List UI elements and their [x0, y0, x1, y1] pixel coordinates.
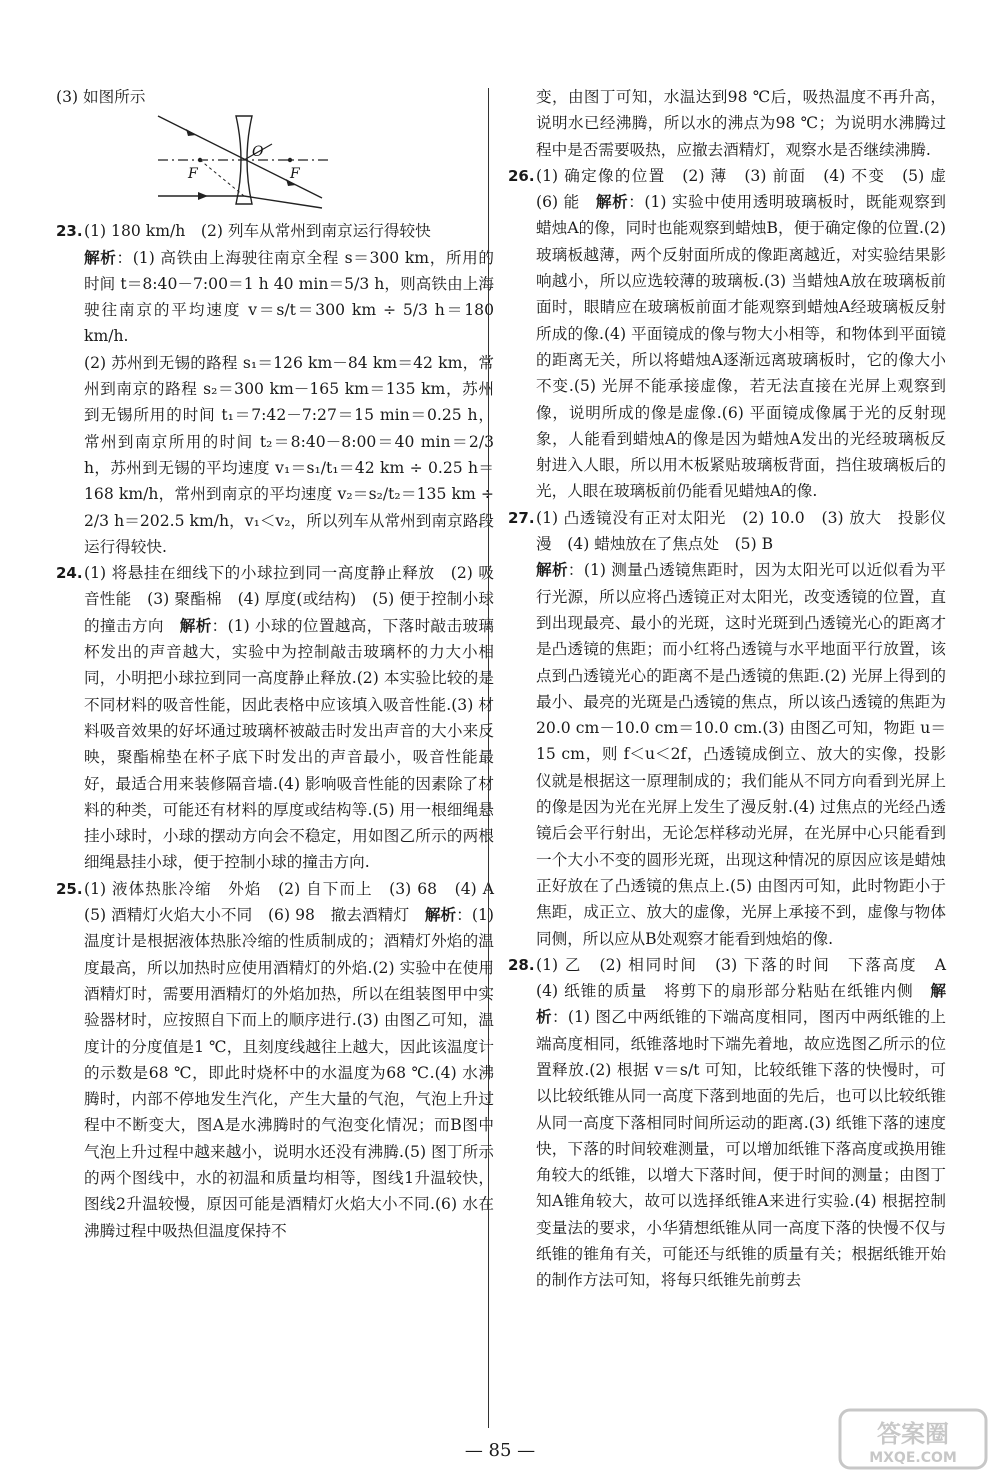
question-25-continued: 变，由图丁可知，水温达到98 ℃后，吸热温度不再升高，说明水已经沸腾，所以水的沸点为98 ℃；为说明水沸腾过程中是否需要吸热，应撤去酒精灯，观察水是否继续沸腾.: [536, 88, 946, 159]
explanation-text: ：(1) 测量凸透镜焦距时，因为太阳光可以近似看为平行光源，所以应将凸透镜正对太阳光，改变透镜的位置，直到出现最亮、最小的光斑，这时光斑到凸透镜光心的距离才是凸透镜的焦距；而小红将凸透镜与水平地面平行放置，该点到凸透镜光心的距离不是凸透镜的焦距.(2) 光屏上得到的最小、最亮的光斑是凸透镜的焦点，所以该凸透镜的焦距为20.0 cm－10.0 cm＝10.0 cm.(3) 由图乙可知，物距 u＝15 cm，则 f＜u＜2f，凸透镜成倒立、放大的实像，投影仪就是根据这一原理制成的；我们能从不同方向看到光屏上的像是因为光在光屏上发生了漫反射.(4) 过焦点的光经凸透镜后会平行射出，无论怎样移动光屏，在光屏中心只能看到一个大小不变的圆形光斑，出现这种情况的原因应该是蜡烛正好放在了凸透镜的焦点上.(5) 由图丙可知，此时物距小于焦距，成正立、放大的虚像，光屏上承接不到，虚像与物体同侧，所以应从B处观察才能看到烛焰的像.: [536, 561, 946, 948]
question-number: 24.: [56, 564, 83, 583]
label-o: O: [252, 144, 264, 161]
diverged-ray: [244, 196, 322, 208]
explanation-label: 解析: [536, 981, 946, 1027]
question-number: 25.: [56, 879, 83, 898]
explanation-text: ：(1) 高铁由上海驶往南京全程 s＝300 km，所用的时间 t＝8:40－7:00＝1 h 40 min＝5/3 h，则高铁由上海驶往南京的平均速度 v＝s/t＝300 km ÷ 5/3 h＝180 km/h.: [84, 248, 494, 346]
question-25: [56, 876, 510, 1244]
question-number: 28.: [508, 955, 535, 974]
ray-arrow: [198, 192, 208, 200]
figure-intro: (3) 如图所示: [56, 88, 146, 106]
explanation: [536, 557, 946, 951]
explanation-text: ：(1) 温度计是根据液体热胀冷缩的性质制成的；酒精灯外焰的温度最高，所以加热时应使用酒精灯的外焰.(2) 实验中在使用酒精灯时，需要用酒精灯的外焰加热，所以在组装图甲中实验器材时，应按照自下而上的顺序进行.(3) 由图乙可知，温度计的分度值是1 ℃，且刻度线越往上越大，因此该温度计的示数是68 ℃，即此时烧杯中的水温度为68 ℃.(4) 水沸腾时，内部不停地发生汽化，产生大量的气泡，气泡上升过程中不断变大，图A是水沸腾时的气泡变化情况；而B图中气泡上升过程中越来越小，说明水还没有沸腾.(5) 图丁所示的两个图线中，水的初温和质量均相等，图线1升温较快，图线2升温较慢，原因可能是酒精灯火焰大小不同.(6) 水在沸腾过程中吸热但温度保持不: [84, 906, 494, 1240]
question-number: 23.: [56, 222, 83, 241]
question-27: [508, 505, 962, 952]
answer-summary: (1) 液体热胀冷缩 外焰 (2) 自下而上 (3) 68 (4) A (5) 酒精灯火焰大小不同 (6) 98 撤去酒精灯 解析：(1) 温度计是根据液体热胀冷缩的性质制成的；酒精灯外焰的温度最高，所以加热时应使用酒精灯的外焰.(2) 实验中在使用酒精灯时，需要用酒精灯的外焰加热，所以在组装图甲中实验器材时，应按照自下而上的顺序进行.(3) 由图乙可知，温度计的分度值是1 ℃，且刻度线越往上越大，因此该温度计的示数是68 ℃，即此时烧杯中的水温度为68 ℃.(4) 水沸腾时，内部不停地发生汽化，产生大量的气泡，气泡上升过程中不断变大，图A是水沸腾时的气泡变化情况；而B图中气泡上升过程中越来越小，说明水还没有沸腾.(5) 图丁所示的两个图线中，水的初温和质量均相等，图线1升温较快，图线2升温较慢，原因可能是酒精灯火焰大小不同.(6) 水在沸腾过程中吸热但温度保持不: [84, 879, 510, 1240]
column-divider: [488, 88, 489, 1428]
answer-summary: (1) 将悬挂在细线下的小球拉到同一高度静止释放 (2) 吸音性能 (3) 聚酯棉 (4) 厚度(或结构) (5) 便于控制小球的撞击方向 解析：(1) 小球的位置越高，下落时敲击玻璃杯发出的声音越大，实验中为控制敲击玻璃杯的力大小相同，小明把小球拉到同一高度静止释放.(2) 本实验比较的是不同材料的吸音性能，因此表格中应该填入吸音性能.(3) 材料吸音效果的好坏通过玻璃杯被敲击时发出声音的大小来反映，聚酯棉垫在杯子底下时发出的声音最小，吸音性能最好，最适合用来装修隔音墙.(4) 影响吸音性能的因素除了材料的种类，可能还有材料的厚度或结构等.(5) 用一根细绳悬挂小球时，小球的摆动方向会不稳定，用如图乙所示的两根细绳悬挂小球，便于控制小球的撞击方向.: [84, 564, 494, 872]
watermark-text: 答案圈: [877, 1420, 949, 1448]
explanation-text: ：(1) 小球的位置越高，下落时敲击玻璃杯发出的声音越大，实验中为控制敲击玻璃杯的力大小相同，小明把小球拉到同一高度静止释放.(2) 本实验比较的是不同材料的吸音性能，因此表格中应该填入吸音性能.(3) 材料吸音效果的好坏通过玻璃杯被敲击时发出声音的大小来反映，聚酯棉垫在杯子底下时发出的声音最小，吸音性能最好，最适合用来装修隔音墙.(4) 影响吸音性能的因素除了材料的种类，可能还有材料的厚度或结构等.(5) 用一根细绳悬挂小球时，小球的摆动方向会不稳定，用如图乙所示的两根细绳悬挂小球，便于控制小球的撞击方向.: [84, 616, 494, 872]
question-24: [56, 560, 494, 876]
explanation-label: 解析: [84, 247, 117, 267]
focal-point-right: [288, 158, 292, 162]
watermark-url: MXQE.COM: [869, 1450, 957, 1466]
explanation-text: ：(1) 图乙中两纸锥的下端高度相同，图丙中两纸锥的上端高度相同，纸锥落地时下端先着地，故应选图乙所示的位置释放.(2) 根据 v＝s/t 可知，比较纸锥下落的快慢时，可以比较纸锥从同一高度下落到地面的先后，也可以比较纸锥从同一高度下落相同时间所运动的距离.(3) 纸锥下落的速度快，下落的时间较难测量，可以增加纸锥下落高度或换用锥角较大的纸锥，以增大下落时间，便于时间的测量；由图丁知A锥角较大，故可以选择纸锥A来进行实验.(4) 根据控制变量法的要求，小华猜想纸锥从同一高度下落的快慢不仅与纸锥的锥角有关，可能还与纸锥的质量有关；根据纸锥开始的制作方法可知，将每只纸锥先前剪去: [536, 1008, 946, 1290]
left-column: [56, 84, 510, 1244]
answer-summary: (1) 180 km/h (2) 列车从常州到南京运行得较快: [84, 222, 431, 241]
question-number: 26.: [508, 166, 535, 185]
answer-summary: (1) 确定像的位置 (2) 薄 (3) 前面 (4) 不变 (5) 虚 (6) 能 解析：(1) 实验中使用透明玻璃板时，既能观察到蜡烛A的像，同时也能观察到蜡烛B，便于确定像的位置.(2) 玻璃板越薄，两个反射面所成的像距离越近，对实验结果影响越小，所以应选较薄的玻璃板.(3) 当蜡烛A放在玻璃板前面时，眼睛应在玻璃板前面才能观察到蜡烛A经玻璃板反射所成的像.(4) 平面镜成的像与物大小相等，和物体到平面镜的距离无关，所以将蜡烛A逐渐远离玻璃板时，它的像大小不变.(5) 光屏不能承接虚像，若无法直接在光屏上观察到像，说明所成的像是虚像.(6) 平面镜成像属于光的反射现象，人能看到蜡烛A的像是因为蜡烛A发出的光经玻璃板反射进入人眼，所以用木板紧贴玻璃板背面，挡住玻璃板后的光，人眼在玻璃板前仍能看见蜡烛A的像.: [536, 166, 962, 501]
question-26: [508, 163, 962, 505]
explanation-label: 解析: [179, 615, 212, 635]
explanation-text: ：(1) 实验中使用透明玻璃板时，既能观察到蜡烛A的像，同时也能观察到蜡烛B，便于确定像的位置.(2) 玻璃板越薄，两个反射面所成的像距离越近，对实验结果影响越小，所以应选较薄的玻璃板.(3) 当蜡烛A放在玻璃板前面时，眼睛应在玻璃板前面才能观察到蜡烛A经玻璃板反射所成的像.(4) 平面镜成的像与物大小相等，和物体到平面镜的距离无关，所以将蜡烛A逐渐远离玻璃板时，它的像大小不变.(5) 光屏不能承接虚像，若无法直接在光屏上观察到像，说明所成的像是虚像.(6) 平面镜成像属于光的反射现象，人能看到蜡烛A的像是因为蜡烛A发出的光经玻璃板反射进入人眼，所以用木板紧贴玻璃板背面，挡住玻璃板后的光，人眼在玻璃板前仍能看见蜡烛A的像.: [536, 193, 946, 501]
explanation-label: 解析: [424, 905, 457, 925]
virtual-extension: [200, 160, 244, 196]
explanation-label: 解析: [595, 192, 629, 212]
answer-summary: (1) 凸透镜没有正对太阳光 (2) 10.0 (3) 放大 投影仪 漫 (4) 蜡烛放在了焦点处 (5) B: [536, 508, 962, 554]
label-f-left: F: [188, 166, 198, 183]
question-23: [56, 218, 494, 560]
page-number: — 85 —: [464, 1440, 536, 1461]
focal-point-left: [198, 158, 202, 162]
explanation-continued: (2) 苏州到无锡的路程 s₁＝126 km－84 km＝42 km，常州到南京的路程 s₂＝300 km－165 km＝135 km，苏州到无锡所用的时间 t₁＝7:42－7:27＝15 min＝0.25 h，常州到南京所用的时间 t₂＝8:40－8:00＝40 min＝2/3 h，苏州到无锡的平均速度 v₁＝s₁/t₁＝42 km ÷ 0.25 h＝168 km/h，常州到南京的平均速度 v₂＝s₂/t₂＝135 km ÷ 2/3 h＝202.5 km/h，v₁＜v₂，所以列车从常州到南京路段运行得较快.: [84, 353, 494, 556]
question-28: [508, 952, 962, 1294]
ray-arrow: [186, 129, 196, 136]
watermark-logo: [838, 1408, 988, 1470]
explanation-label: 解析: [536, 560, 568, 580]
right-column: [508, 84, 962, 1294]
question-number: 27.: [508, 508, 535, 527]
explanation: [84, 245, 494, 350]
label-f-right: F: [290, 166, 300, 183]
answer-summary: (1) 乙 (2) 相同时间 (3) 下落的时间 下落高度 A (4) 纸锥的质量 将剪下的扇形部分粘贴在纸锥内侧 解析：(1) 图乙中两纸锥的下端高度相同，图丙中两纸锥的上端高度相同，纸锥落地时下端先着地，故应选图乙所示的位置释放.(2) 根据 v＝s/t 可知，比较纸锥下落的快慢时，可以比较纸锥从同一高度下落到地面的先后，也可以比较纸锥从同一高度下落相同时间所运动的距离.(3) 纸锥下落的速度快，下落的时间较难测量，可以增加纸锥下落高度或换用锥角较大的纸锥，以增大下落时间，便于时间的测量；由图丁知A锥角较大，故可以选择纸锥A来进行实验.(4) 根据控制变量法的要求，小华猜想纸锥从同一高度下落的快慢不仅与纸锥的锥角有关，可能还与纸锥的质量有关；根据纸锥开始的制作方法可知，将每只纸锥先前剪去: [536, 955, 962, 1290]
concave-lens-ray-diagram: [150, 112, 340, 212]
